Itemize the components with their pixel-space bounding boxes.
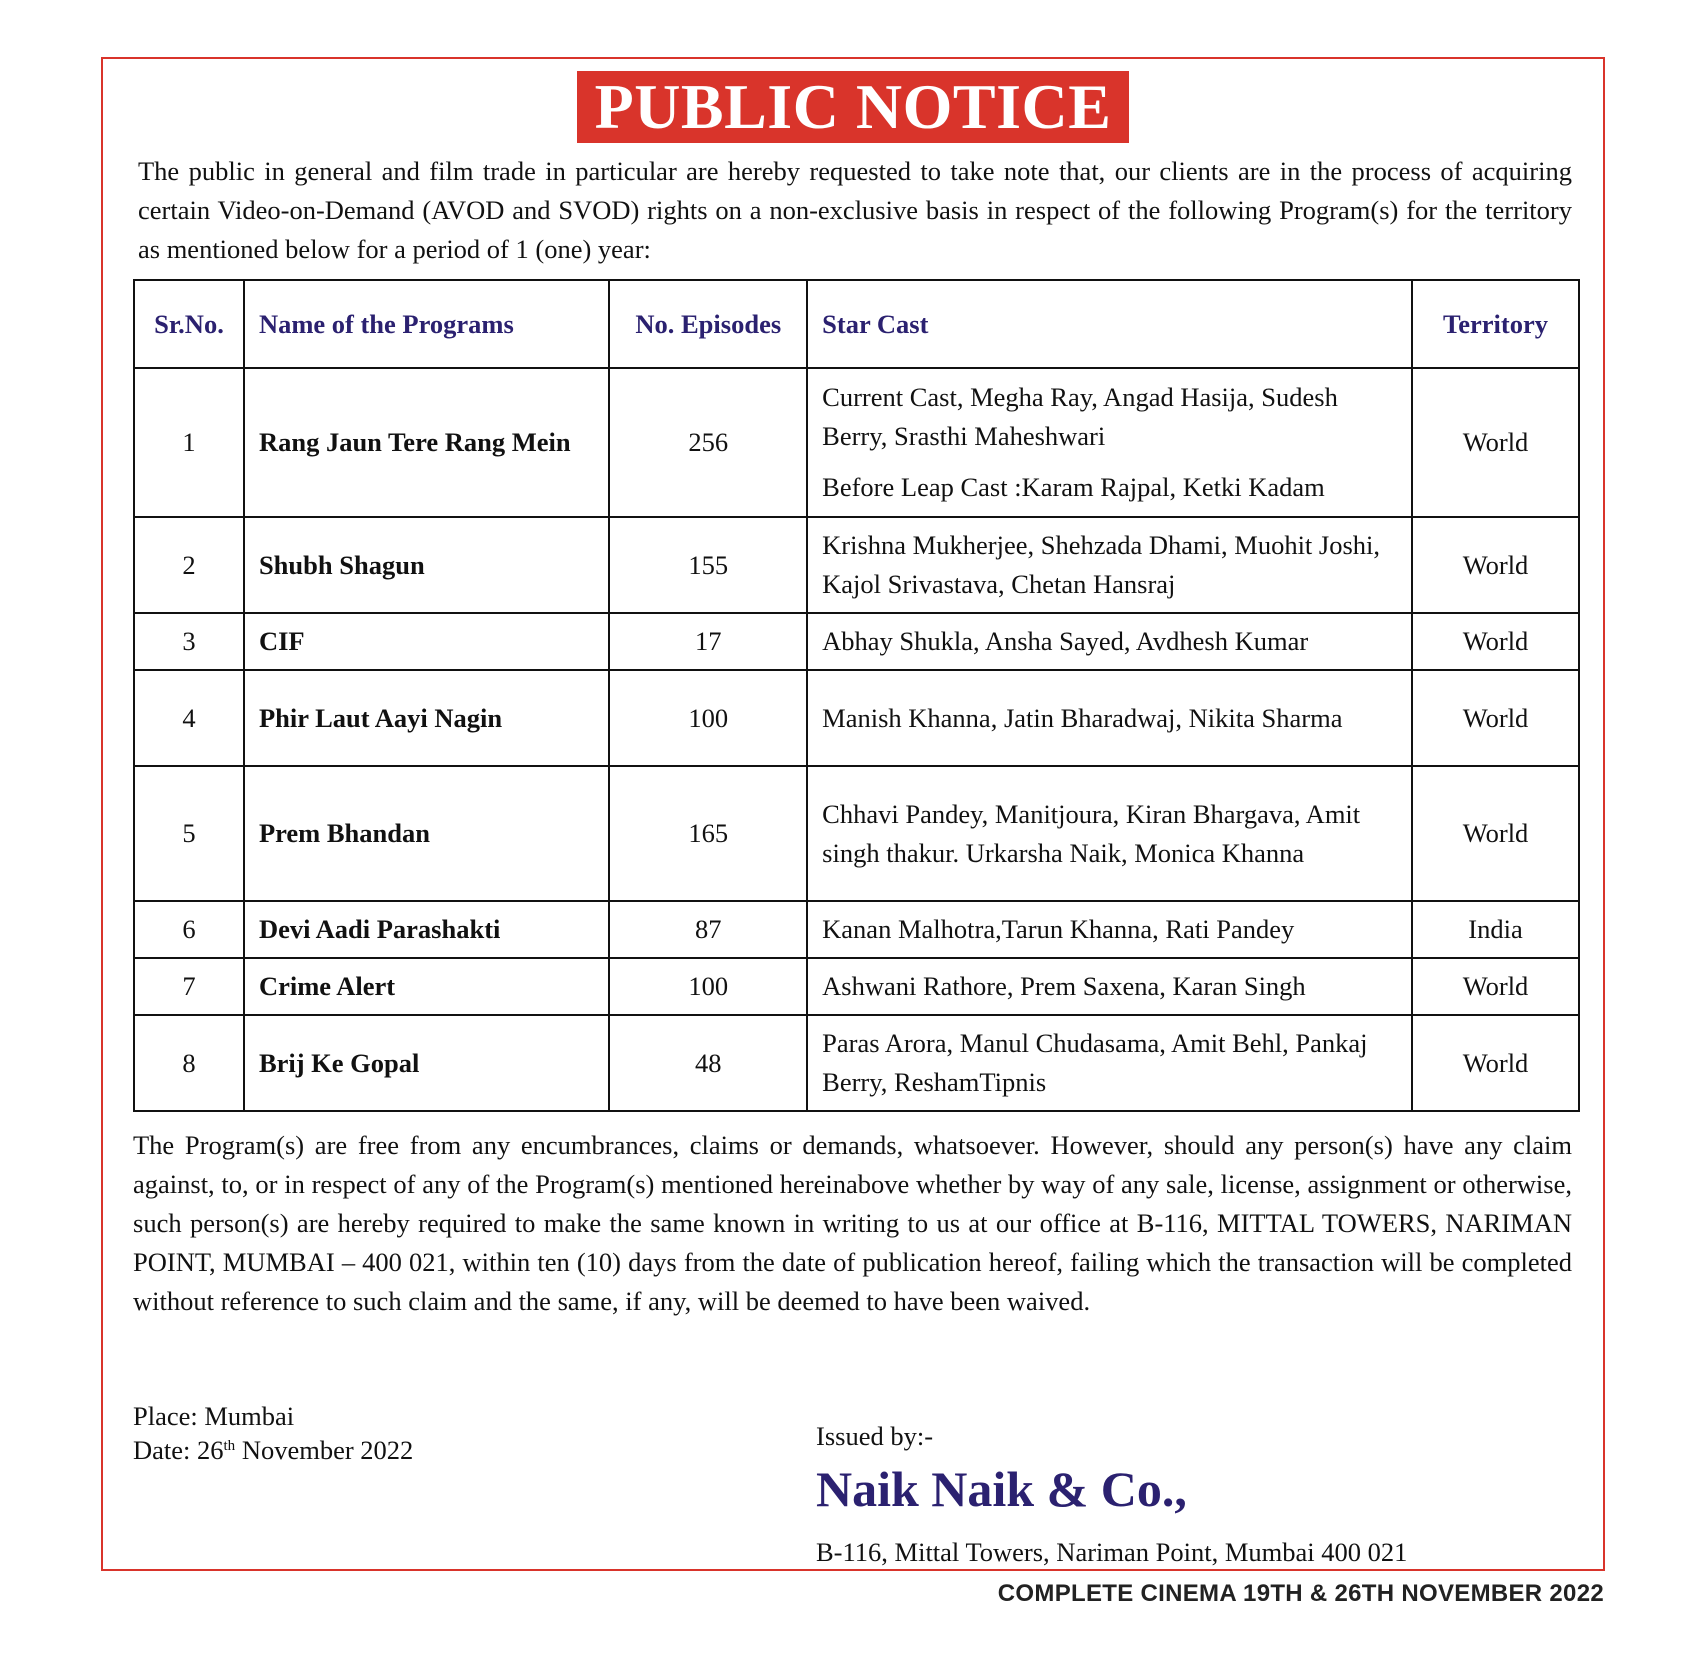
cell-star-cast: Krishna Mukherjee, Shehzada Dhami, Muohit Joshi, Kajol Srivastava, Chetan Hansraj bbox=[807, 517, 1412, 613]
cell-territory: India bbox=[1412, 901, 1579, 958]
cell-star-cast: Manish Khanna, Jatin Bharadwaj, Nikita Sharma bbox=[807, 670, 1412, 766]
cell-star-cast: Kanan Malhotra,Tarun Khanna, Rati Pandey bbox=[807, 901, 1412, 958]
date-line bbox=[133, 1433, 413, 1467]
table-row bbox=[134, 670, 1579, 766]
cell-star-cast: Chhavi Pandey, Manitjoura, Kiran Bhargava, Amit singh thakur. Urkarsha Naik, Monica Khanna bbox=[807, 766, 1412, 901]
cell-program-name: Prem Bhandan bbox=[244, 766, 609, 901]
cell-territory: World bbox=[1412, 613, 1579, 670]
header-territory: Territory bbox=[1412, 280, 1579, 368]
cast-current: Current Cast, Megha Ray, Angad Hasija, Sudesh Berry, Srasthi Maheshwari bbox=[822, 382, 1338, 451]
date-prefix: Date: 26 bbox=[133, 1435, 224, 1465]
cell-episodes: 17 bbox=[609, 613, 807, 670]
cell-star-cast: Paras Arora, Manul Chudasama, Amit Behl, Pankaj Berry, ReshamTipnis bbox=[807, 1015, 1412, 1111]
table-row bbox=[134, 901, 1579, 958]
cell-sr-no: 6 bbox=[134, 901, 244, 958]
cell-star-cast: Abhay Shukla, Ansha Sayed, Avdhesh Kumar bbox=[807, 613, 1412, 670]
cell-sr-no: 1 bbox=[134, 368, 244, 517]
cell-sr-no: 4 bbox=[134, 670, 244, 766]
cell-territory: World bbox=[1412, 517, 1579, 613]
cell-episodes: 48 bbox=[609, 1015, 807, 1111]
issued-by: Issued by:- bbox=[816, 1421, 934, 1451]
cell-episodes: 256 bbox=[609, 368, 807, 517]
cell-program-name: Brij Ke Gopal bbox=[244, 1015, 609, 1111]
date-rest: November 2022 bbox=[235, 1435, 414, 1465]
table-row bbox=[134, 517, 1579, 613]
place-date-block bbox=[133, 1399, 413, 1467]
intro-paragraph: The public in general and film trade in particular are hereby requested to take note that, our clients are in the process of acquiring certain Video-on-Demand (AVOD and SVOD) rights on a non-exclusive basis in respect of the following Program(s) for the territory as mentioned below for a period of 1 (one) year: bbox=[138, 156, 1572, 264]
place-line: Place: Mumbai bbox=[133, 1401, 295, 1431]
cell-program-name: Crime Alert bbox=[244, 958, 609, 1015]
table-row bbox=[134, 368, 1579, 517]
header-sr-no: Sr.No. bbox=[134, 280, 244, 368]
table-row bbox=[134, 1015, 1579, 1111]
table-row bbox=[134, 958, 1579, 1015]
firm-name: Naik Naik & Co., bbox=[816, 1461, 1187, 1517]
cast-before-leap: Before Leap Cast :Karam Rajpal, Ketki Kadam bbox=[822, 472, 1325, 502]
table-row bbox=[134, 613, 1579, 670]
cell-territory: World bbox=[1412, 670, 1579, 766]
date-ordinal: th bbox=[223, 1438, 236, 1454]
cell-episodes: 165 bbox=[609, 766, 807, 901]
cell-territory: World bbox=[1412, 958, 1579, 1015]
notice-title: PUBLIC NOTICE bbox=[577, 71, 1130, 143]
cell-star-cast bbox=[807, 368, 1412, 517]
cell-sr-no: 7 bbox=[134, 958, 244, 1015]
header-episodes: No. Episodes bbox=[609, 280, 807, 368]
cell-territory: World bbox=[1412, 368, 1579, 517]
header-star-cast: Star Cast bbox=[807, 280, 1412, 368]
header-program-name: Name of the Programs bbox=[244, 280, 609, 368]
cell-episodes: 100 bbox=[609, 670, 807, 766]
cell-sr-no: 8 bbox=[134, 1015, 244, 1111]
cell-territory: World bbox=[1412, 1015, 1579, 1111]
notice-frame bbox=[101, 57, 1605, 1571]
cell-program-name: Phir Laut Aayi Nagin bbox=[244, 670, 609, 766]
table-header-row bbox=[134, 280, 1579, 368]
firm-address: B-116, Mittal Towers, Nariman Point, Mumbai 400 021 bbox=[816, 1537, 1408, 1567]
cell-episodes: 155 bbox=[609, 517, 807, 613]
publication-footer: COMPLETE CINEMA 19TH & 26TH NOVEMBER 2022 bbox=[997, 1580, 1604, 1607]
cell-episodes: 100 bbox=[609, 958, 807, 1015]
cell-sr-no: 3 bbox=[134, 613, 244, 670]
cell-star-cast: Ashwani Rathore, Prem Saxena, Karan Singh bbox=[807, 958, 1412, 1015]
cell-program-name: Shubh Shagun bbox=[244, 517, 609, 613]
closing-paragraph: The Program(s) are free from any encumbrances, claims or demands, whatsoever. However, should any person(s) have any claim against, to, or in respect of any of the Program(s) mentioned hereinabove whether by way of any sale, license, assignment or otherwise, such person(s) are hereby required to make the same known in writing to us at our office at B-116, MITTAL TOWERS, NARIMAN POINT, MUMBAI – 400 021, within ten (10) days from the date of publication hereof, failing which the transaction will be completed without reference to such claim and the same, if any, will be deemed to have been waived. bbox=[133, 1130, 1572, 1316]
cell-program-name: Devi Aadi Parashakti bbox=[244, 901, 609, 958]
cell-program-name: Rang Jaun Tere Rang Mein bbox=[244, 368, 609, 517]
cell-sr-no: 5 bbox=[134, 766, 244, 901]
cell-episodes: 87 bbox=[609, 901, 807, 958]
programs-table bbox=[133, 279, 1580, 1112]
cell-sr-no: 2 bbox=[134, 517, 244, 613]
cell-territory: World bbox=[1412, 766, 1579, 901]
cell-program-name: CIF bbox=[244, 613, 609, 670]
title-wrap bbox=[103, 71, 1603, 143]
table-row bbox=[134, 766, 1579, 901]
